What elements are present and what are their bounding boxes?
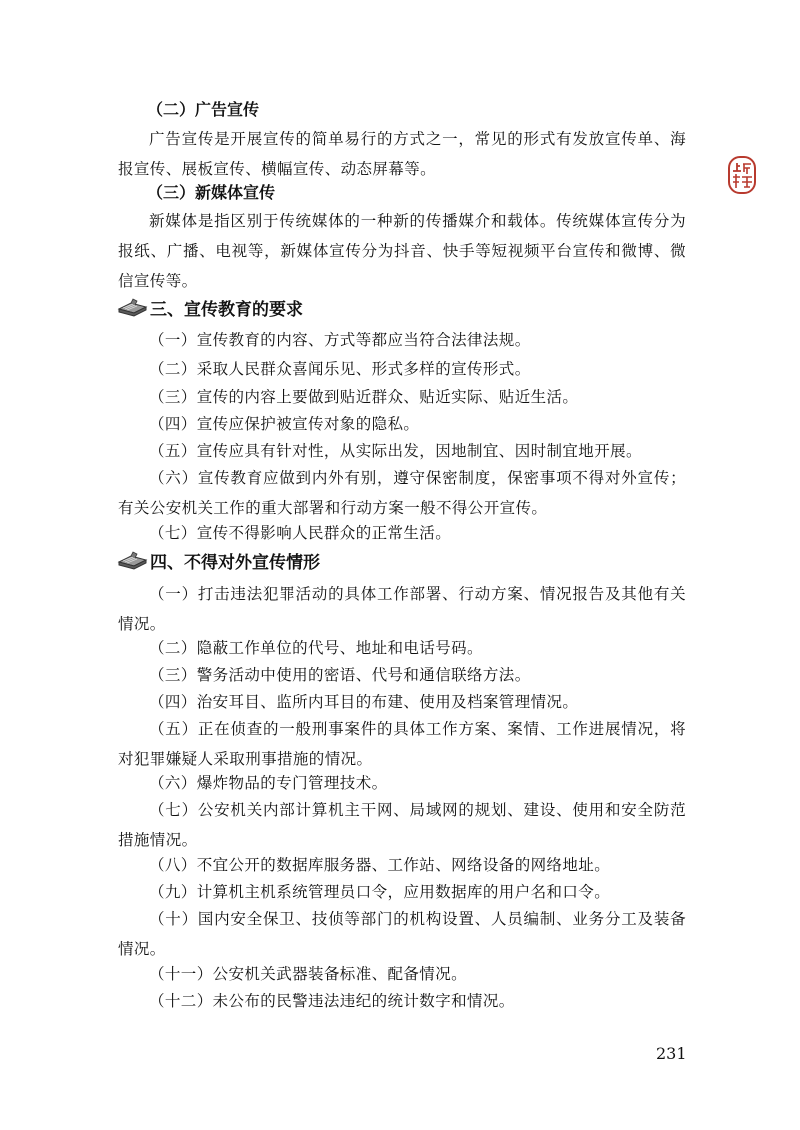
seal-stamp-icon [727,155,757,195]
list-item: （四）治安耳目、监所内耳目的布建、使用及档案管理情况。 [149,693,579,711]
list-item: （二）隐蔽工作单位的代号、地址和电话号码。 [149,639,483,657]
list-item: （十二）未公布的民警违法违纪的统计数字和情况。 [149,992,515,1010]
list-item: （十一）公安机关武器装备标准、配备情况。 [149,965,468,983]
paragraph-newmedia: 新媒体是指区别于传统媒体的一种新的传播媒介和载体。传统媒体宣传分为报纸、广播、电视等，新媒体宣传分为抖音、快手等短视频平台宣传和微博、微信宣传等。 [118,212,686,290]
list-item: （三）警务活动中使用的密语、代号和通信联络方法。 [149,666,531,684]
list-item: （八）不宜公开的数据库服务器、工作站、网络设备的网络地址。 [149,856,611,874]
list-item: （六）爆炸物品的专门管理技术。 [149,774,388,792]
section-heading-label: 四、不得对外宣传情形 [150,552,320,573]
list-item: （九）计算机主机系统管理员口令，应用数据库的用户名和口令。 [149,883,611,901]
list-item: （七）宣传不得影响人民群众的正常生活。 [149,524,452,542]
list-item: （二）采取人民群众喜闻乐见、形式多样的宣传形式。 [149,360,531,378]
list-item: （五）正在侦查的一般刑事案件的具体工作方案、案情、工作进展情况，将对犯罪嫌疑人采取刑事措施的情况。 [118,720,686,768]
book-icon [117,550,148,570]
list-item: （七）公安机关内部计算机主干网、局域网的规划、建设、使用和安全防范措施情况。 [118,801,686,849]
list-item: （一）打击违法犯罪活动的具体工作部署、行动方案、情况报告及其他有关情况。 [118,585,686,633]
page-number: 231 [656,1044,687,1063]
list-item: （六）宣传教育应做到内外有别，遵守保密制度，保密事项不得对外宣传；有关公安机关工作的重大部署和行动方案一般不得公开宣传。 [118,469,686,517]
paragraph-ad: 广告宣传是开展宣传的简单易行的方式之一，常见的形式有发放宣传单、海报宣传、展板宣传、横幅宣传、动态屏幕等。 [118,130,686,178]
list-item: （十）国内安全保卫、技侦等部门的机构设置、人员编制、业务分工及装备情况。 [118,910,686,958]
list-item: （五）宣传应具有针对性，从实际出发，因地制宜、因时制宜地开展。 [149,442,642,460]
section-heading-restrictions [117,547,320,573]
list-item: （四）宣传应保护被宣传对象的隐私。 [149,415,420,433]
book-icon [117,297,148,317]
subsection-heading-newmedia: （三）新媒体宣传 [147,183,276,202]
section-heading-label: 三、宣传教育的要求 [150,299,303,320]
list-item: （三）宣传的内容上要做到贴近群众、贴近实际、贴近生活。 [149,388,579,406]
subsection-heading-ad: （二）广告宣传 [147,100,260,119]
section-heading-requirements [117,294,303,320]
list-item: （一）宣传教育的内容、方式等都应当符合法律法规。 [149,331,531,349]
